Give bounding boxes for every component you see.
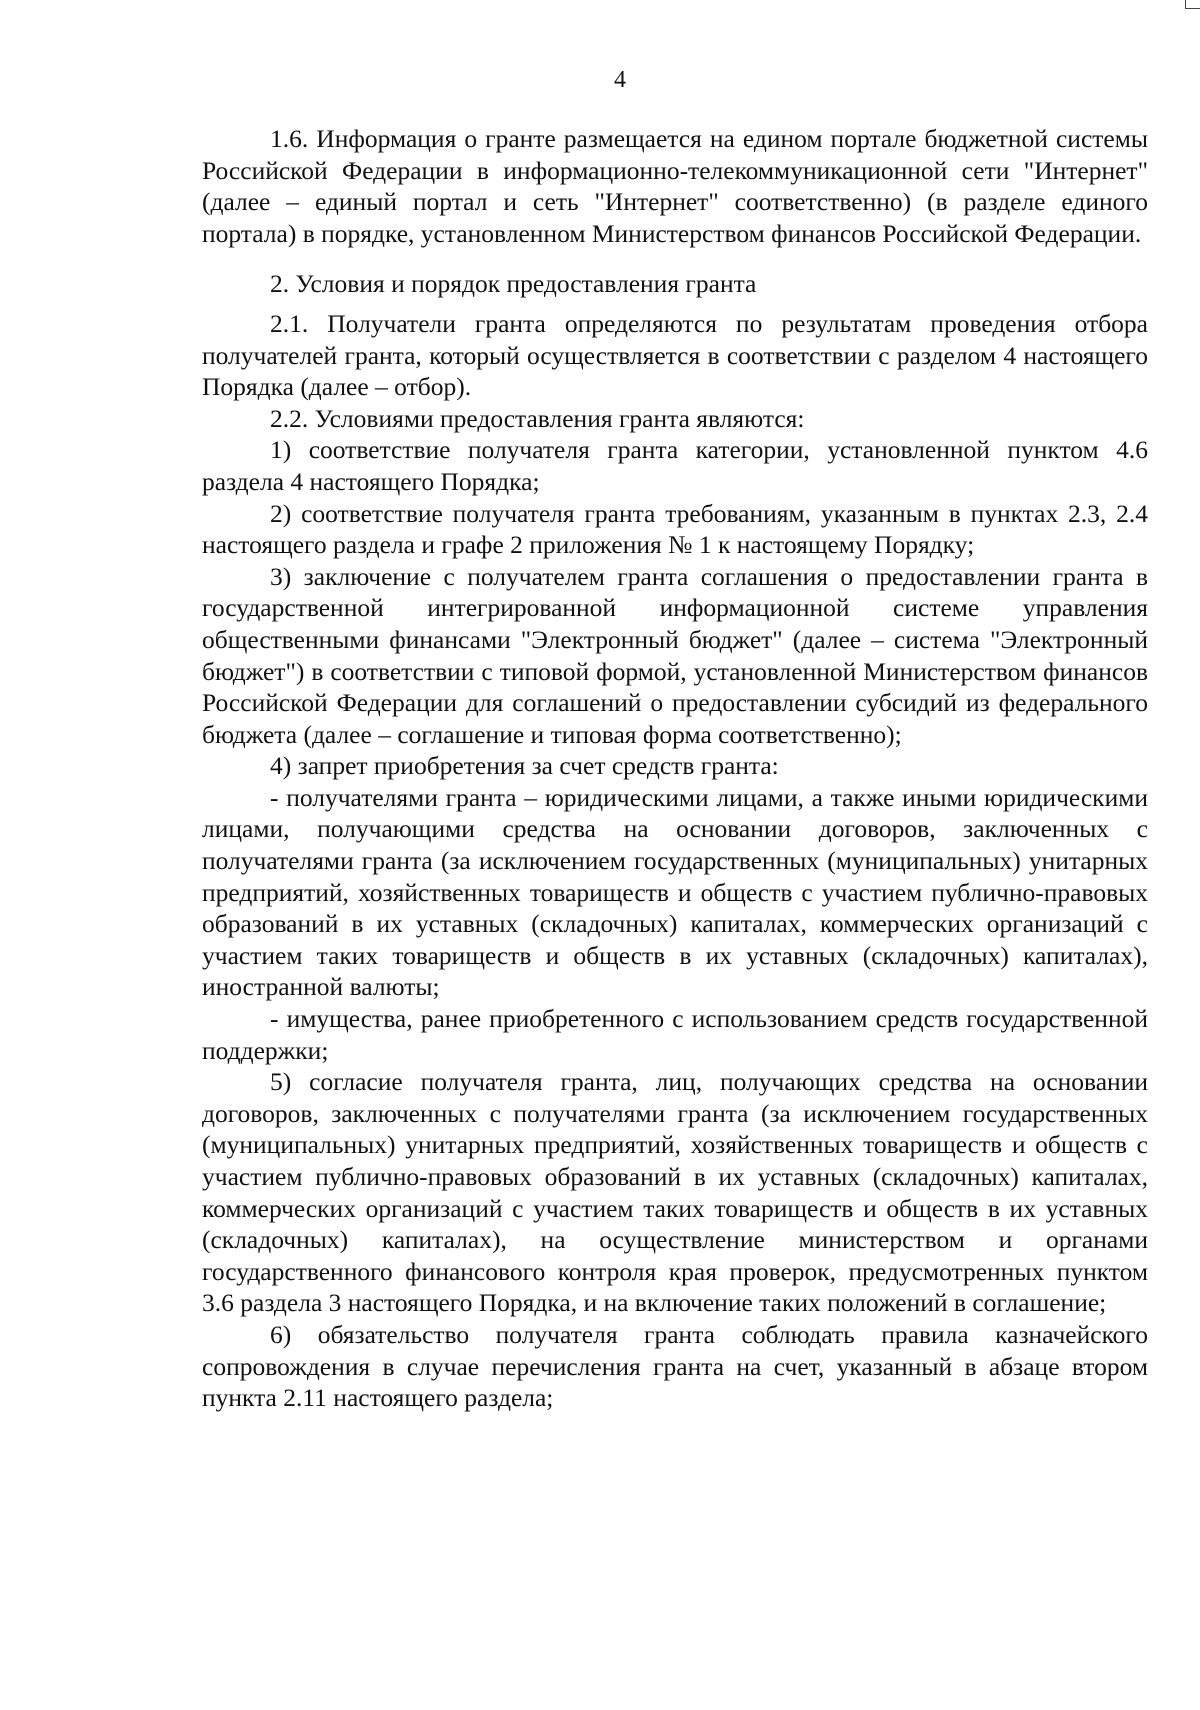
paragraph-2-2: 2.2. Условиями предоставления гранта являются: [270, 403, 805, 433]
paragraph-2-1: 2.1. Получатели гранта определяются по результатам проведения отбора получателей гранта, который осуществляется в соответствии с разделом 4 настоящего Порядка (далее – отбор). [202, 308, 1148, 402]
list-item-1: 1) соответствие получателя гранта категории, установленной пунктом 4.6 раздела 4 настоящего Порядка; [202, 435, 1148, 496]
list-item-4-dash-2: - имущества, ранее приобретенного с использованием средств государственной поддержки; [202, 1004, 1148, 1065]
list-item-2: 2) соответствие получателя гранта требованиям, указанным в пунктах 2.3, 2.4 настоящего раздела и графе 2 приложения № 1 к настоящему Порядку; [202, 498, 1148, 560]
page-number: 4 [614, 67, 626, 93]
document-body [202, 123, 1148, 1414]
list-item-4: 4) запрет приобретения за счет средств гранта: [270, 751, 779, 781]
list-item-4-dash-1: - получателями гранта – юридическими лицами, а также иными юридическими лицами, получающими средства на основании договоров, заключенных с получателями гранта (за исключением государственных (муниципальных) унитарных предприятий, хозяйственных товариществ и обществ с участием публично-правовых образований в их уставных (складочных) капиталах, коммерческих организаций с участием таких товариществ и обществ в их уставных (складочных) капиталах), иностранной валюты; [202, 782, 1148, 1002]
section-heading-2: 2. Условия и порядок предоставления гранта [270, 269, 757, 299]
paragraph-1-6: 1.6. Информация о гранте размещается на едином портале бюджетной системы Российской Федерации в информационно-телекоммуникационной сети "Интернет" (далее – единый портал и сеть "Интернет" соответственно) (в разделе единого портала) в порядке, установленном Министерством финансов Российской Федерации. [202, 124, 1148, 248]
list-item-6: 6) обязательство получателя гранта соблюдать правила казначейского сопровождения в случае перечисления гранта на счет, указанный в абзаце втором пункта 2.11 настоящего раздела; [202, 1319, 1148, 1413]
scan-corner-mark [1185, 0, 1200, 9]
list-item-5: 5) согласие получателя гранта, лиц, получающих средства на основании договоров, заключенных с получателями гранта (за исключением государственных (муниципальных) унитарных предприятий, хозяйственных товариществ и обществ с участием публично-правовых образований в их уставных (складочных) капиталах, коммерческих организаций с участием таких товариществ и обществ в их уставных (складочных) капиталах), на осуществление министерством и органами государственного финансового контроля края проверок, предусмотренных пунктом 3.6 раздела 3 настоящего Порядка, и на включение таких положений в соглашение; [202, 1067, 1148, 1318]
list-item-3: 3) заключение с получателем гранта соглашения о предоставлении гранта в государственной интегрированной информационной системе управления общественными финансами "Электронный бюджет" (далее – система "Электронный бюджет") в соответствии с типовой формой, установленной Министерством финансов Российской Федерации для соглашений о предоставлении субсидий из федерального бюджета (далее – соглашение и типовая форма соответственно); [202, 561, 1148, 749]
